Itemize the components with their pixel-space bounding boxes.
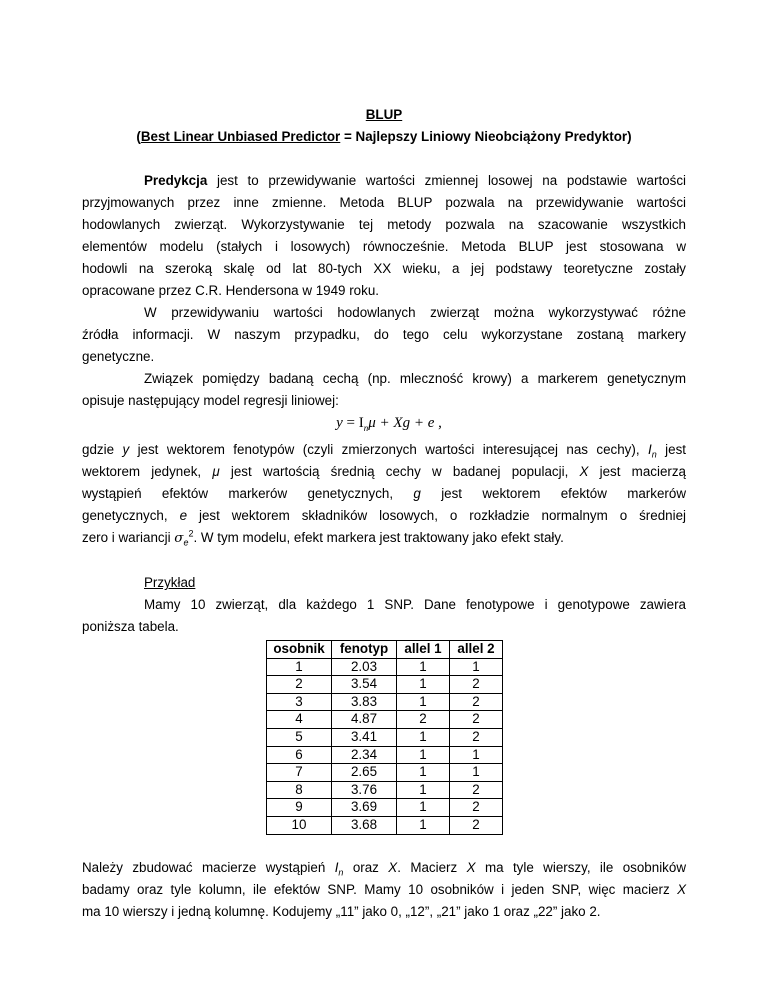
table-row: 2 3.54 1 2 — [267, 676, 503, 694]
paragraph-prediction: Predykcja jest to przewidywanie wartości zmiennej losowej na podstawie wartości przyjmowanych przez inne zmienne. Metoda BLUP pozwala na przewidywanie wartości hodowlanych zwierząt. Wykorzystywanie tej metody pozwala na szacowanie wszystkich elementów modelu (stałych i losowych) równocześnie. Metoda BLUP jest stosowana w hodowli na szeroką skalę od lat 80-tych XX wieku, a jej podstawy teoretyczne zostały opracowane przez C.R. Hendersona w 1949 roku. — [82, 173, 686, 298]
subtitle-english: Best Linear Unbiased Predictor — [140, 129, 341, 144]
regression-formula: $y = I_n\mu + Xg + e$ , — [336, 415, 442, 433]
table-row: 4 4.87 2 2 — [267, 711, 503, 729]
table-row: 10 3.68 1 2 — [267, 816, 503, 834]
table-row: 1 2.03 1 1 — [267, 658, 503, 676]
paragraph-matrices: Należy zbudować macierze wystąpień $I_n$ oraz X. Macierz X ma tyle wierszy, ile osobników badamy oraz tyle kolumn, ile efektów SNP. Mamy 10 osobników i jeden SNP, więc macierz X ma 10 wierszy i jedną kolumnę. Kodujemy „11” jako 0, „12”, „21” jako 1 oraz „22” jako 2. — [82, 859, 686, 919]
header-allel-1: allel 1 — [397, 641, 450, 659]
paragraph-example: Mamy 10 zwierząt, dla każdego 1 SNP. Dane fenotypowe i genotypowe zawiera poniższa tabela. — [82, 597, 686, 634]
spacer — [82, 148, 686, 170]
document-title: BLUP — [365, 107, 403, 122]
document-subtitle — [82, 126, 686, 148]
paragraph-model: Związek pomiędzy badaną cechą (np. mleczność krowy) a markerem genetycznym opisuje następujący model regresji liniowej: — [82, 371, 686, 408]
header-osobnik: osobnik — [267, 641, 332, 659]
example-heading: Przykład — [144, 575, 196, 590]
table-row: 6 2.34 1 1 — [267, 746, 503, 764]
genotype-table — [266, 640, 503, 835]
table-row: 7 2.65 1 1 — [267, 764, 503, 782]
header-allel-2: allel 2 — [450, 641, 503, 659]
term-prediction: Predykcja — [144, 173, 208, 188]
table-row: 3 3.83 1 2 — [267, 693, 503, 711]
paragraph-sources: W przewidywaniu wartości hodowlanych zwierząt można wykorzystywać różne źródła informacji. W naszym przypadku, do tego celu wykorzystane zostaną markery genetyczne. — [82, 305, 686, 364]
subtitle-polish: = Najlepszy Liniowy Nieobciążony Predyktor) — [340, 129, 632, 144]
table-row: 8 3.76 1 2 — [267, 781, 503, 799]
subtitle-open: ( — [136, 129, 141, 144]
table-row: 5 3.41 1 2 — [267, 728, 503, 746]
header-fenotyp: fenotyp — [332, 641, 397, 659]
paragraph-definitions: gdzie y jest wektorem fenotypów (czyli zmierzonych wartości interesującej nas cechy), $I_n$ jest wektorem jedynek, μ jest wartością średnią cechy w badanej populacji, X jest macierzą wystąpień efektów markerów genetycznych, g jest wektorem efektów markerów genetycznych, e jest wektorem składników losowych, o rozkładzie normalnym o średniej zero i wariancji $\sigma_e^2$. W tym modelu, efekt markera jest traktowany jako efekt stały. — [82, 442, 687, 548]
spacer — [82, 550, 686, 572]
spacer — [82, 835, 686, 857]
table-row: 9 3.69 1 2 — [267, 799, 503, 817]
table-header-row — [267, 641, 503, 659]
document-page — [82, 104, 686, 923]
